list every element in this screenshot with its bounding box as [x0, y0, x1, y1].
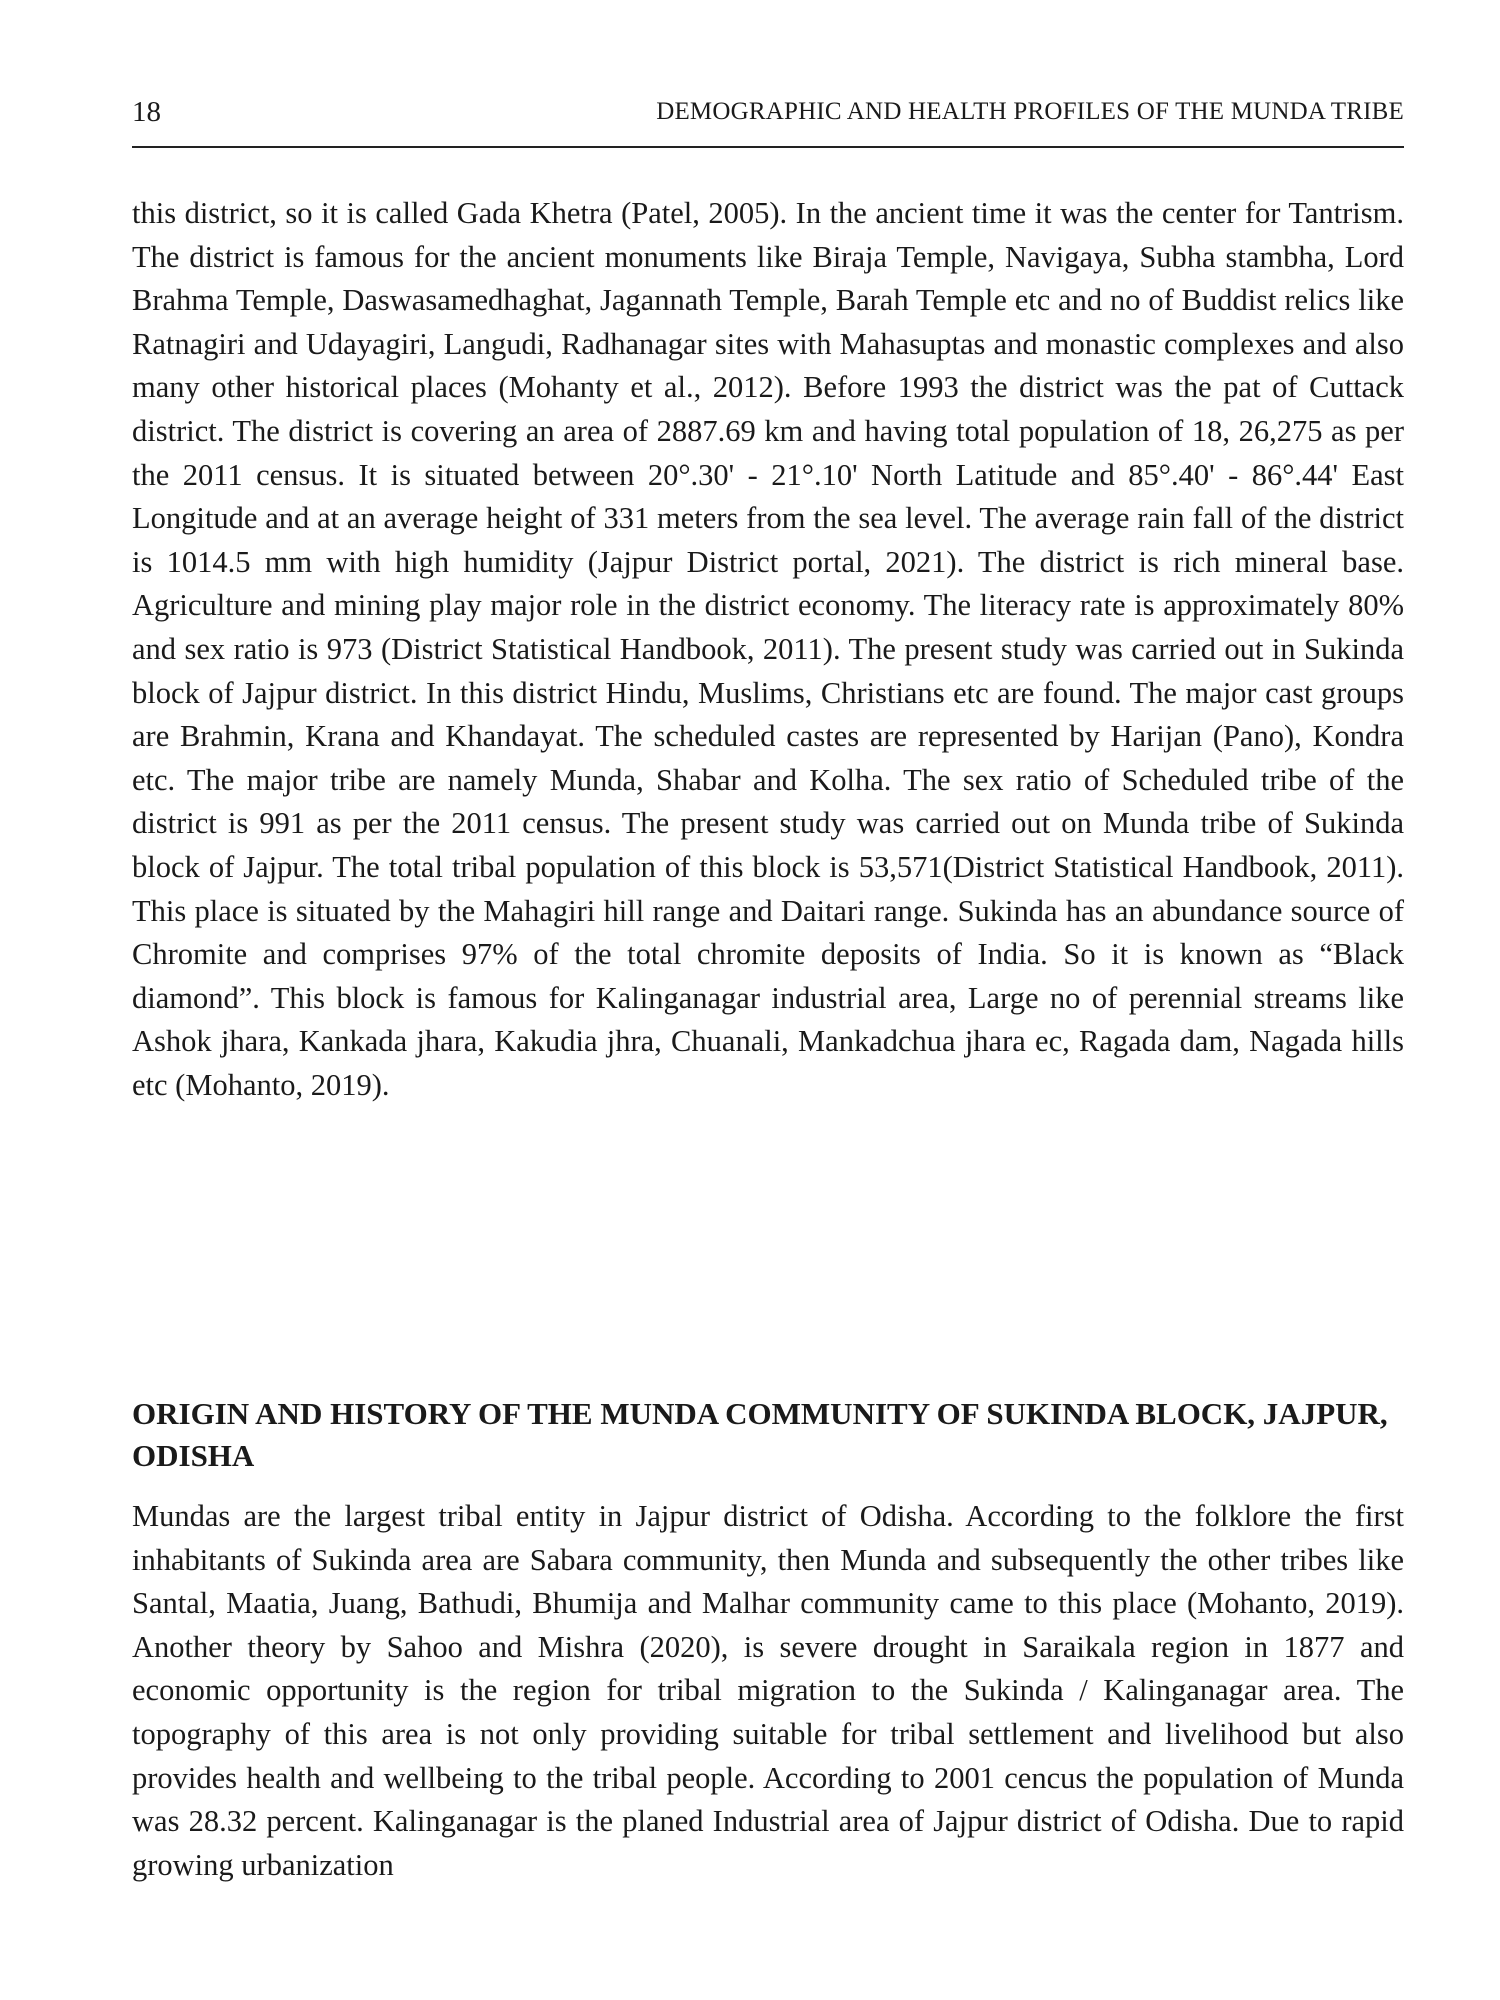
body-paragraph-2: Mundas are the largest tribal entity in Jajpur district of Odisha. According to the folklore the first inhabitants of Sukinda area are Sabara community, then Munda and subsequently the other tribes like Santal, Maatia, Juang, Bathudi, Bhumija and Malhar community came to this place (Mohanto, 2019). Another theory by Sahoo and Mishra (2020), is severe drought in Saraikala region in 1877 and economic opportunity is the region for tribal migration to the Sukinda / Kalinganagar area. The topography of this area is not only providing suitable for tribal settlement and livelihood but also provides health and wellbeing to the tribal people. According to 2001 cencus the population of Munda was 28.32 percent. Kalinganagar is the planed Industrial area of Jajpur district of Odisha. Due to rapid growing urbanization: [132, 1499, 1404, 1882]
header-rule: [132, 146, 1404, 148]
running-title: DEMOGRAPHIC AND HEALTH PROFILES OF THE MUNDA TRIBE: [656, 98, 1404, 125]
body-paragraph-1: this district, so it is called Gada Khetra (Patel, 2005). In the ancient time it was the center for Tantrism. The district is famous for the ancient monuments like Biraja Temple, Navigaya, Subha stambha, Lord Brahma Temple, Daswasamedhaghat, Jagannath Temple, Barah Temple etc and no of Buddist relics like Ratnagiri and Udayagiri, Langudi, Radhanagar sites with Mahasuptas and monastic complexes and also many other historical places (Mohanty et al., 2012). Before 1993 the district was the pat of Cuttack district. The district is covering an area of 2887.69 km and having total population of 18, 26,275 as per the 2011 census. It is situated between 20°.30' - 21°.10' North Latitude and 85°.40' - 86°.44' East Longitude and at an average height of 331 meters from the sea level. The average rain fall of the district is 1014.5 mm with high humidity (Jajpur District portal, 2021). The district is rich mineral base. Agriculture and mining play major role in the district economy. The literacy rate is approximately 80% and sex ratio is 973 (District Statistical Handbook, 2011). The present study was carried out in Sukinda block of Jajpur district. In this district Hindu, Muslims, Christians etc are found. The major cast groups are Brahmin, Krana and Khandayat. The scheduled castes are represented by Harijan (Pano), Kondra etc. The major tribe are namely Munda, Shabar and Kolha. The sex ratio of Scheduled tribe of the district is 991 as per the 2011 census. The present study was carried out on Munda tribe of Sukinda block of Jajpur. The total tribal population of this block is 53,571(District Statistical Handbook, 2011). This place is situated by the Mahagiri hill range and Daitari range. Sukinda has an abundance source of Chromite and comprises 97% of the total chromite deposits of India. So it is known as “Black diamond”. This block is famous for Kalinganagar industrial area, Large no of perennial streams like Ashok jhara, Kankada jhara, Kakudia jhra, Chuanali, Mankadchua jhara ec, Ragada dam, Nagada hills etc (Mohanto, 2019).: [132, 196, 1404, 1102]
page-number: 18: [132, 96, 161, 128]
section-heading: ORIGIN AND HISTORY OF THE MUNDA COMMUNITY OF SUKINDA BLOCK, JAJPUR, ODISHA: [132, 1396, 1388, 1473]
running-head: [132, 92, 1404, 132]
